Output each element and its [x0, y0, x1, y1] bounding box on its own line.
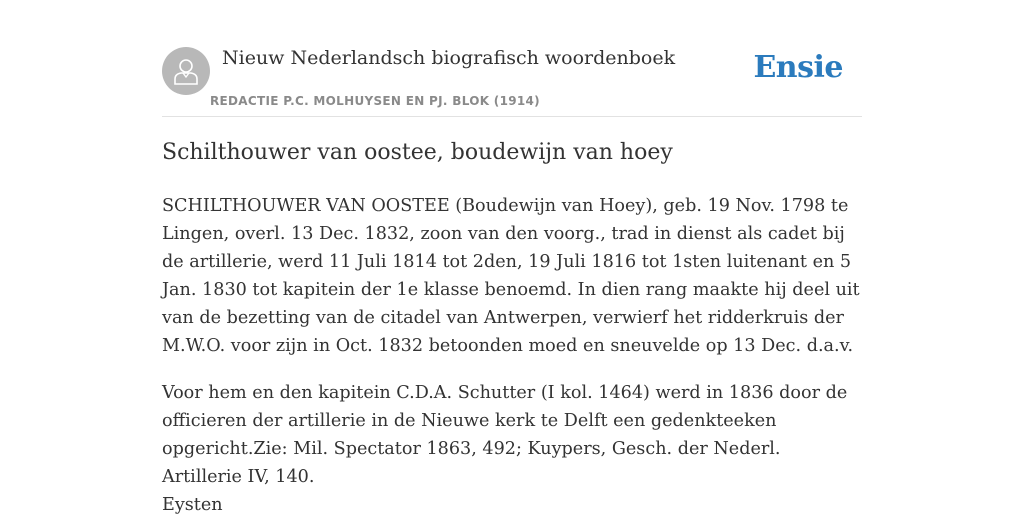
article-author[interactable]: Eysten: [162, 495, 223, 515]
source-title[interactable]: Nieuw Nederlandsch biografisch woordenboek: [222, 47, 676, 69]
article-paragraph: SCHILTHOUWER VAN OOSTEE (Boudewijn van Hoey), geb. 19 Nov. 1798 te Lingen, overl. 13 Dec. 1832, zoon van den voorg., trad in dienst als cadet bij de artillerie, werd 11 Juli 1814 tot 2den, 19 Juli 1816 tot 1sten luitenant en 5 Jan. 1830 tot kapitein der 1e klasse benoemd. In dien rang maakte hij deel uit van de bezetting van de citadel van Antwerpen, verwierf het ridderkruis der M.W.O. voor zijn in Oct. 1832 betoonden moed en sneuvelde op 13 Dec. d.a.v.: [162, 196, 860, 356]
source-editors: REDACTIE P.C. MOLHUYSEN EN PJ. BLOK (1914): [210, 94, 540, 108]
article-body: [162, 192, 862, 510]
ensie-logo[interactable]: Ensie: [753, 50, 843, 85]
source-header: [162, 40, 862, 117]
source-avatar[interactable]: [162, 47, 210, 95]
article-title: Schilthouwer van oostee, boudewijn van hoey: [162, 140, 673, 165]
article-paragraph: Voor hem en den kapitein C.D.A. Schutter (I kol. 1464) werd in 1836 door de officieren der artillerie in de Nieuwe kerk te Delft een gedenkteeken opgericht.Zie: Mil. Spectator 1863, 492; Kuypers, Gesch. der Nederl. Artillerie IV, 140.: [162, 383, 848, 487]
user-icon: [173, 57, 199, 85]
